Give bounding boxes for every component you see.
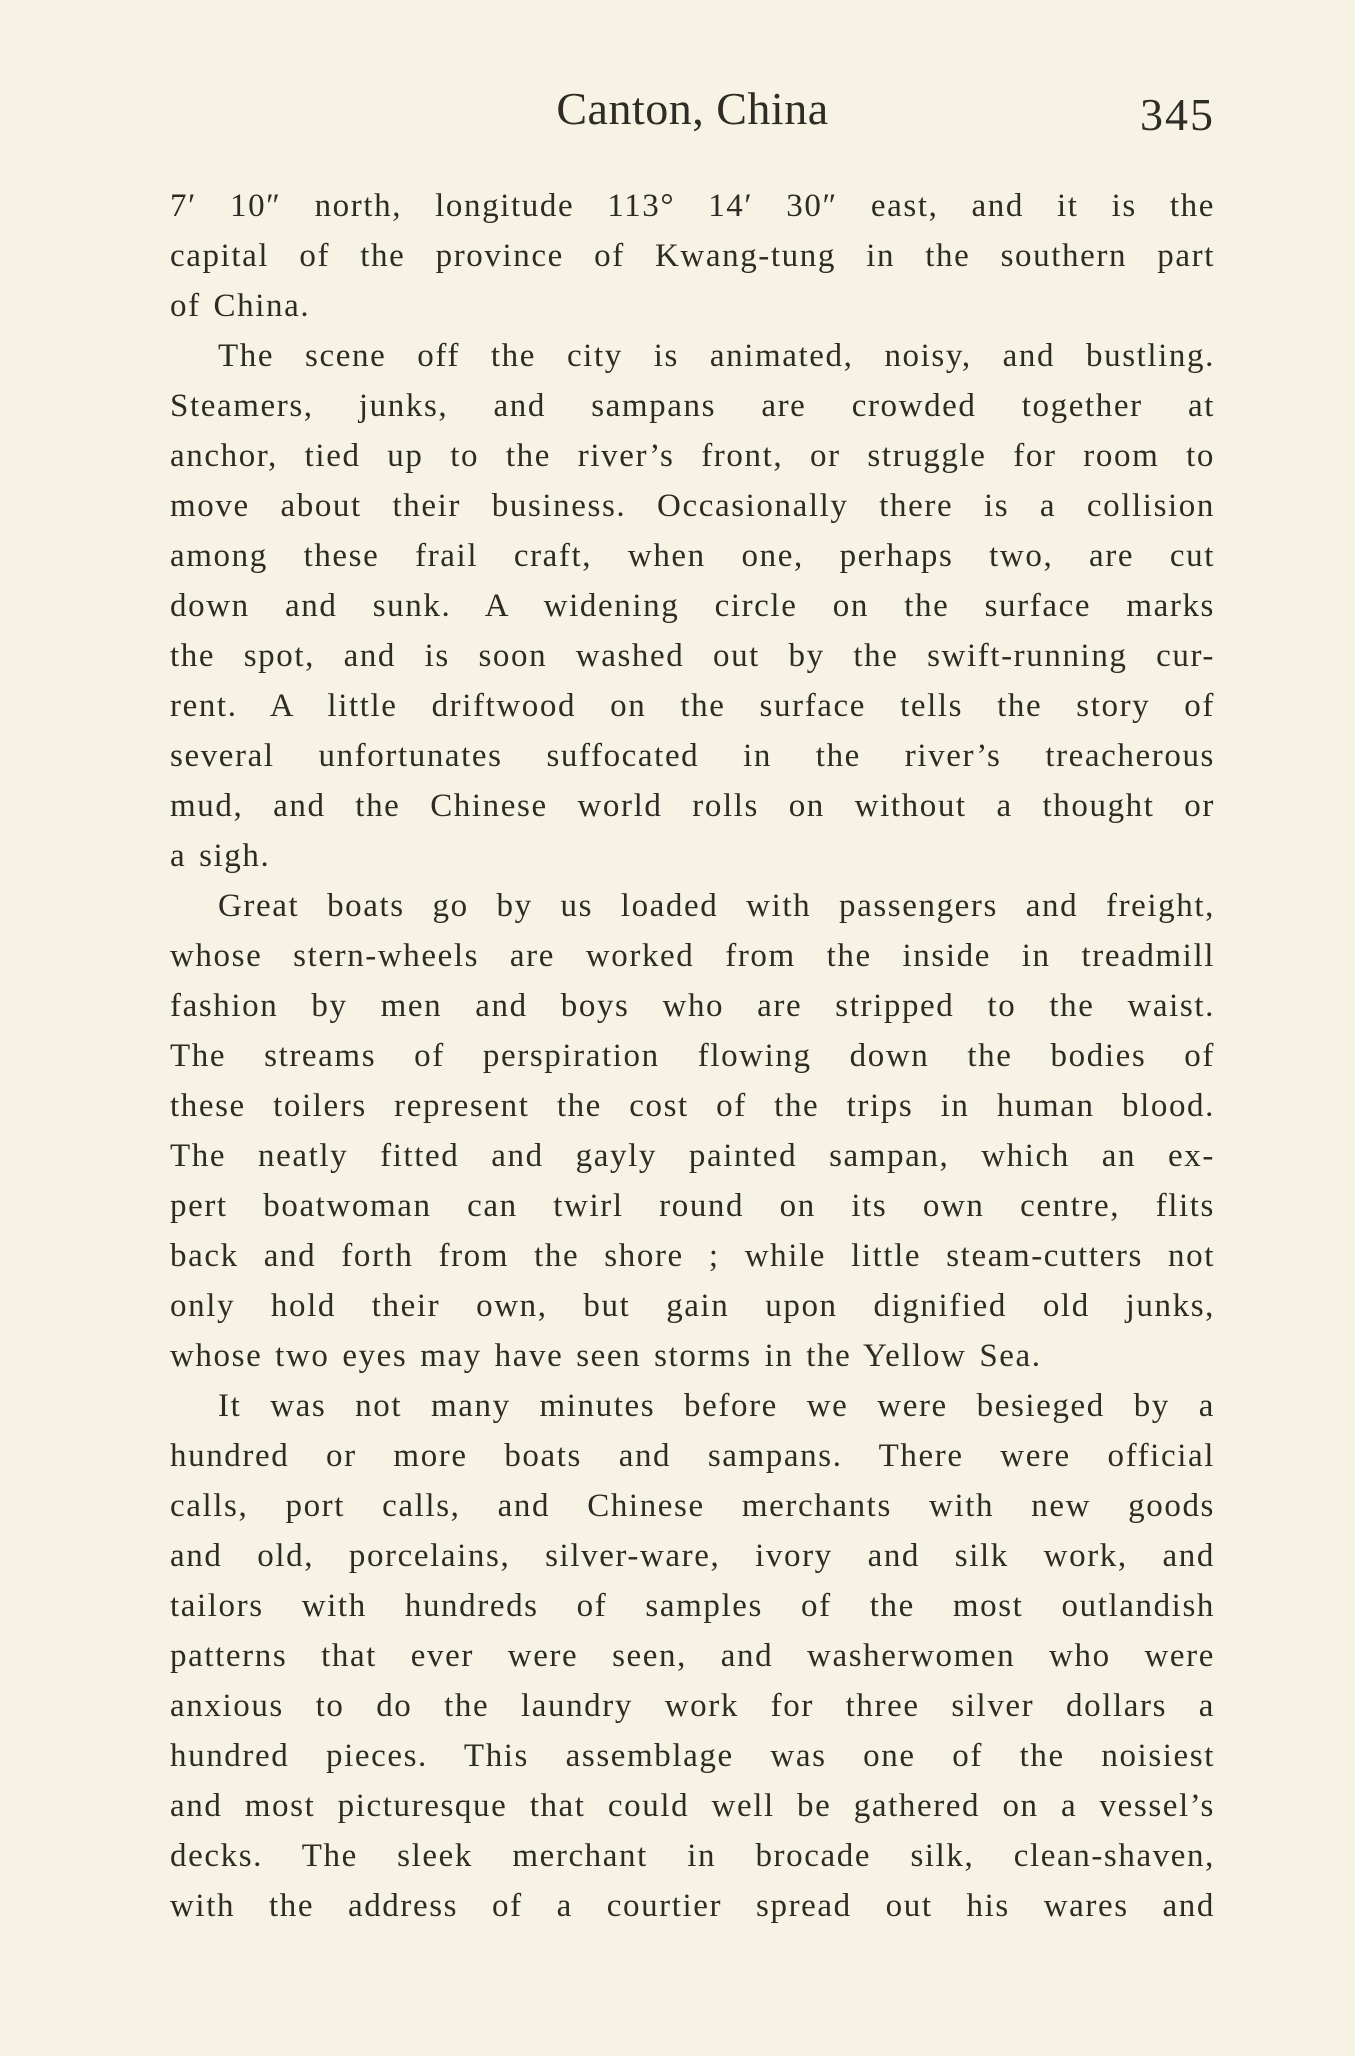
text-line: decks. The sleek merchant in brocade silk, clean-shaven, (170, 1838, 1215, 1874)
text-line: these toilers represent the cost of the trips in human blood. (170, 1088, 1215, 1124)
body-text (170, 181, 1215, 1931)
text-line: hundred pieces. This assemblage was one of the noisiest (170, 1738, 1215, 1774)
text-line: pert boatwoman can twirl round on its own centre, flits (170, 1188, 1215, 1224)
text-line: It was not many minutes before we were besieged by a (218, 1388, 1215, 1424)
running-title: Canton, China (556, 83, 829, 134)
text-line: of China. (170, 288, 311, 324)
running-head (170, 82, 1215, 142)
text-line: 7′ 10″ north, longitude 113° 14′ 30″ east, and it is the (170, 188, 1215, 224)
text-line: among these frail craft, when one, perhaps two, are cut (170, 538, 1215, 574)
text-line: several unfortunates suffocated in the river’s treacherous (170, 738, 1215, 774)
text-line: move about their business. Occasionally there is a collision (170, 488, 1215, 524)
text-line: Great boats go by us loaded with passengers and freight, (218, 888, 1215, 924)
text-line: capital of the province of Kwang-tung in the southern part (170, 238, 1215, 274)
text-line: and most picturesque that could well be gathered on a vessel’s (170, 1788, 1215, 1824)
text-line: fashion by men and boys who are stripped to the waist. (170, 988, 1215, 1024)
text-line: the spot, and is soon washed out by the swift-running cur- (170, 638, 1215, 674)
text-line: only hold their own, but gain upon dignified old junks, (170, 1288, 1215, 1324)
text-line: calls, port calls, and Chinese merchants with new goods (170, 1488, 1215, 1524)
text-line: The streams of perspiration flowing down the bodies of (170, 1038, 1215, 1074)
text-line: tailors with hundreds of samples of the most outlandish (170, 1588, 1215, 1624)
text-line: rent. A little driftwood on the surface tells the story of (170, 688, 1215, 724)
text-line: down and sunk. A widening circle on the surface marks (170, 588, 1215, 624)
text-line: mud, and the Chinese world rolls on without a thought or (170, 788, 1215, 824)
text-line: with the address of a courtier spread out his wares and (170, 1888, 1215, 1924)
page-number: 345 (1140, 89, 1215, 140)
text-line: whose stern-wheels are worked from the inside in treadmill (170, 938, 1215, 974)
text-line: The neatly fitted and gayly painted sampan, which an ex- (170, 1138, 1215, 1174)
text-line: patterns that ever were seen, and washerwomen who were (170, 1638, 1215, 1674)
text-line: a sigh. (170, 838, 271, 874)
text-line: and old, porcelains, silver-ware, ivory and silk work, and (170, 1538, 1215, 1574)
text-line: back and forth from the shore ; while little steam-cutters not (170, 1238, 1215, 1274)
text-line: anxious to do the laundry work for three silver dollars a (170, 1688, 1215, 1724)
text-line: whose two eyes may have seen storms in the Yellow Sea. (170, 1338, 1042, 1374)
text-line: anchor, tied up to the river’s front, or struggle for room to (170, 438, 1215, 474)
text-line: hundred or more boats and sampans. There were official (170, 1438, 1215, 1474)
text-line: The scene off the city is animated, noisy, and bustling. (218, 338, 1215, 374)
text-line: Steamers, junks, and sampans are crowded together at (170, 388, 1215, 424)
